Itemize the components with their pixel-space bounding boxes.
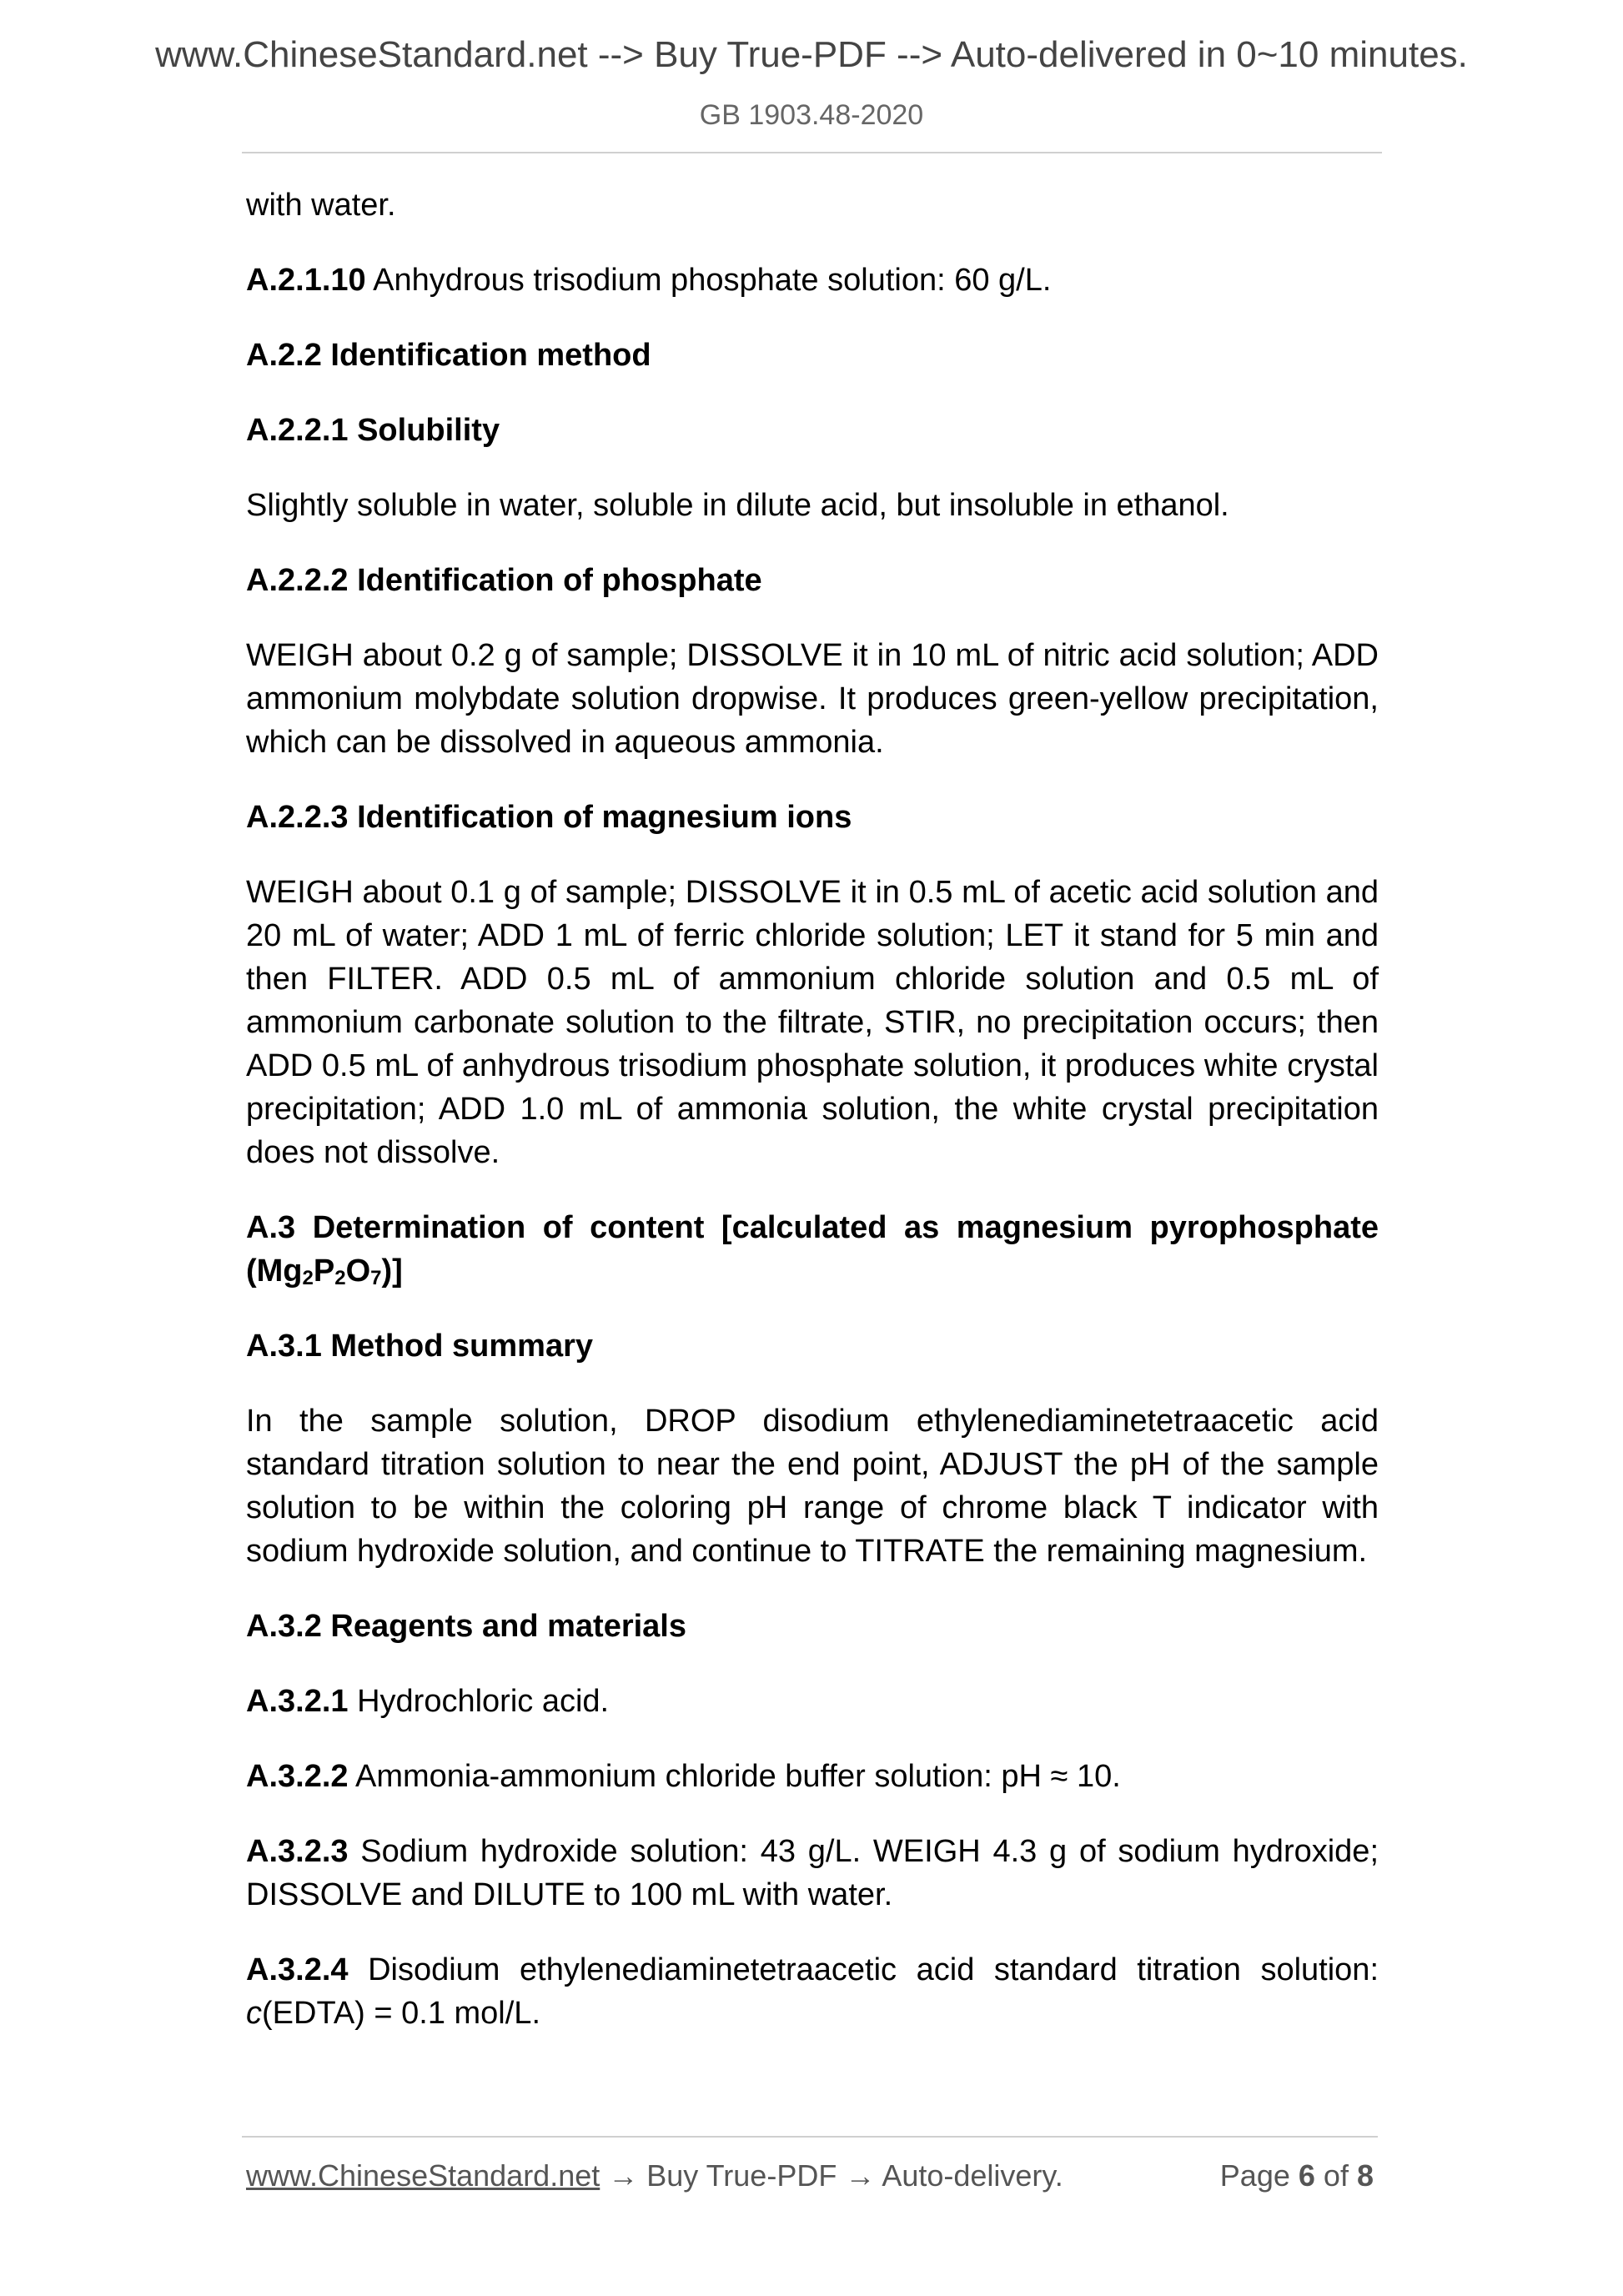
page-label: Page <box>1219 2158 1290 2193</box>
paragraph-phosphate: WEIGH about 0.2 g of sample; DISSOLVE it in 10 mL of nitric acid solution; ADD ammonium molybdate solution dropwise. It produces green-yellow precipitation, which can be dissolved in aqueous ammonia. <box>246 638 1379 760</box>
clause-number: A.3.2.4 <box>246 1952 349 1987</box>
heading-a32: A.3.2 Reagents and materials <box>246 1609 686 1644</box>
heading-a31: A.3.1 Method summary <box>246 1329 593 1364</box>
clause-text: Anhydrous trisodium phosphate solution: 60 g/L. <box>365 263 1052 298</box>
heading-a221: A.2.2.1 Solubility <box>246 413 500 448</box>
clause-a321 <box>246 1680 1379 1723</box>
page-number: 6 <box>1298 2158 1315 2193</box>
formula-sub: 2 <box>302 1267 314 1289</box>
clause-number: A.3.2.3 <box>246 1834 349 1869</box>
clause-a2110 <box>246 259 1379 302</box>
heading-a22: A.2.2 Identification method <box>246 338 651 373</box>
clause-number: A.2.1.10 <box>246 263 366 298</box>
clause-number: A.3.2.2 <box>246 1759 349 1794</box>
standard-number: GB 1903.48-2020 <box>699 99 924 131</box>
page-footer <box>246 2155 1374 2197</box>
document-body <box>246 183 1379 2035</box>
concentration-symbol: c <box>246 1996 262 2031</box>
heading-a222: A.2.2.2 Identification of phosphate <box>246 563 762 598</box>
clause-text: Sodium hydroxide solution: 43 g/L. WEIGH 4.3 g of sodium hydroxide; DISSOLVE and DILUTE to 100 mL with water. <box>246 1834 1379 1912</box>
header-divider <box>242 152 1382 153</box>
formula-o: O <box>345 1254 371 1289</box>
clause-text: Disodium ethylenediaminetetraacetic acid standard titration solution: <box>348 1952 1379 1987</box>
formula-mg: Mg <box>256 1254 303 1289</box>
formula-p: P <box>313 1254 335 1289</box>
heading-a3-tail: )] <box>381 1254 403 1289</box>
footer-divider <box>242 2136 1378 2138</box>
footer-text: → Buy True-PDF → Auto-delivery. <box>600 2158 1063 2193</box>
of-label: of <box>1323 2158 1349 2193</box>
formula-sub: 2 <box>334 1267 346 1289</box>
page-total: 8 <box>1356 2158 1374 2193</box>
clause-tail: (EDTA) = 0.1 mol/L. <box>262 1996 541 2031</box>
footer-link[interactable]: www.ChineseStandard.net <box>246 2158 600 2193</box>
clause-number: A.3.2.1 <box>246 1684 349 1719</box>
heading-a223: A.2.2.3 Identification of magnesium ions <box>246 800 852 835</box>
paragraph-solubility: Slightly soluble in water, soluble in dilute acid, but insoluble in ethanol. <box>246 488 1229 523</box>
footer-left <box>246 2155 1063 2197</box>
heading-a3-text: A.3 Determination of content [calculated as magnesium pyrophosphate ( <box>246 1210 1379 1289</box>
paragraph-with-water: with water. <box>246 188 396 223</box>
clause-text: Ammonia-ammonium chloride buffer solution: pH ≈ 10. <box>348 1759 1121 1794</box>
clause-a323 <box>246 1830 1379 1917</box>
clause-a322 <box>246 1755 1379 1798</box>
clause-text: Hydrochloric acid. <box>348 1684 610 1719</box>
clause-a324 <box>246 1948 1379 2035</box>
source-banner: www.ChineseStandard.net --> Buy True-PDF --> Auto-delivered in 0~10 minutes. <box>155 34 1468 75</box>
heading-a3 <box>246 1206 1379 1293</box>
page-counter <box>1220 2155 1374 2197</box>
paragraph-magnesium: WEIGH about 0.1 g of sample; DISSOLVE it in 0.5 mL of acetic acid solution and 20 mL of water; ADD 1 mL of ferric chloride solution; LET it stand for 5 min and then FILTER. ADD 0.5 mL of ammonium chloride solution and 0.5 mL of ammonium carbonate solution to the filtrate, STIR, no precipitation occurs; then ADD 0.5 mL of anhydrous trisodium phosphate solution, it produces white crystal precipitation; ADD 1.0 mL of ammonia solution, the white crystal precipitation does not dissolve. <box>246 875 1379 1170</box>
paragraph-method-summary: In the sample solution, DROP disodium ethylenediaminetetraacetic acid standard titration solution to near the end point, ADJUST the pH of the sample solution to be within the coloring pH range of chrome black T indicator with sodium hydroxide solution, and continue to TITRATE the remaining magnesium. <box>246 1404 1379 1569</box>
formula-sub: 7 <box>370 1267 382 1289</box>
